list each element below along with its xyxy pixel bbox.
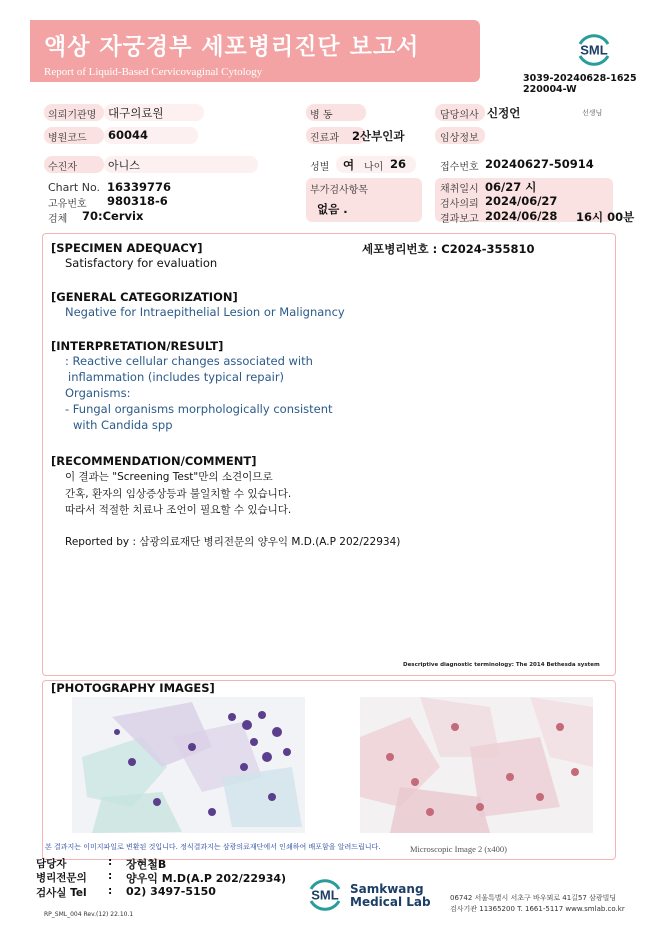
recommendation-line: 따라서 적절한 치료나 조언이 필요할 수 있습니다.	[65, 504, 292, 516]
adequacy-text: Satisfactory for evaluation	[65, 256, 218, 270]
report-subtitle: Report of Liquid-Based Cervicovaginal Cytology	[44, 66, 263, 78]
interpretation-line: Organisms:	[65, 386, 131, 400]
adequacy-heading: [SPECIMEN ADEQUACY]	[51, 241, 203, 255]
tel-value: 02) 3497-5150	[126, 885, 216, 898]
address-line: 06742 서울특별시 서초구 바우뫼로 41길57 삼광빌딩	[450, 894, 617, 902]
result-label: 결과보고	[440, 214, 479, 225]
unique-label: 고유번호	[48, 199, 87, 210]
chart-value: 16339776	[107, 180, 172, 194]
age-value: 26	[390, 157, 407, 171]
ward-label: 병 동	[310, 110, 333, 121]
dept-value: 2산부인과	[352, 129, 405, 143]
interpretation-line: - Fungal organisms morphologically consistent	[65, 402, 333, 416]
doctor-label: 담당의사	[440, 110, 479, 121]
recommendation-line: 이 결과는 "Screening Test"만의 소견이므로	[65, 471, 273, 483]
microscopic-image-1	[72, 697, 305, 833]
dept-label: 진료과	[310, 133, 339, 144]
hospital-code-label: 병원코드	[48, 133, 87, 144]
brand-name: Samkwang Medical Lab	[350, 882, 431, 909]
receipt-value: 20240627-50914	[485, 157, 594, 171]
doctor-value: 신정언	[487, 106, 521, 120]
sex-value: 여	[343, 158, 355, 172]
hospital-code-value: 60044	[108, 128, 149, 142]
pathologist-label: 병리전문의	[36, 872, 87, 884]
interpretation-heading: [INTERPRETATION/RESULT]	[51, 339, 224, 353]
sml-logo-text: SML	[580, 42, 608, 58]
extra-label: 부가검사항목	[310, 185, 368, 196]
terminology-note: Descriptive diagnostic terminology: The 2014 Bethesda system	[403, 662, 600, 668]
recommendation-line: 간혹, 환자의 임상증상등과 불일치할 수 있습니다.	[65, 488, 292, 500]
pathologist-value: 양우익 M.D(A.P 202/22934)	[126, 872, 287, 885]
patient-label: 수진자	[48, 162, 77, 173]
interpretation-line: inflammation (includes typical repair)	[68, 370, 285, 384]
general-heading: [GENERAL CATEGORIZATION]	[51, 290, 238, 304]
unique-value: 980318-6	[107, 194, 168, 208]
recommendation-heading: [RECOMMENDATION/COMMENT]	[51, 454, 257, 468]
svg-text:SML: SML	[311, 887, 339, 903]
collect-value: 06/27 시	[485, 180, 537, 194]
tel-label: 검사실 Tel	[36, 887, 87, 899]
photo-caption-2: Microscopic Image 2 (x400)	[410, 844, 508, 854]
patient-value: 아니스	[108, 159, 140, 172]
interpretation-line: : Reactive cellular changes associated with	[65, 354, 313, 368]
result-time-value: 16시 00분	[576, 210, 635, 224]
extra-value: 없음 .	[317, 202, 348, 216]
result-date-value: 2024/06/28	[485, 209, 558, 223]
general-text: Negative for Intraepithelial Lesion or Malignancy	[65, 305, 345, 319]
specimen-label: 검체	[48, 214, 68, 225]
sex-label: 성별	[310, 162, 330, 173]
request-label: 검사의뢰	[440, 199, 479, 210]
doctor-suffix: 선생님	[582, 109, 603, 117]
photo-heading: [PHOTOGRAPHY IMAGES]	[51, 681, 215, 695]
interpretation-line: with Candida spp	[73, 418, 173, 432]
report-number: 3039-20240628-1625 220004-W	[523, 73, 637, 95]
institution-value: 대구의료원	[108, 106, 164, 120]
receipt-label: 접수번호	[440, 162, 479, 173]
specimen-value: 70:Cervix	[82, 209, 144, 223]
contact-line: 검사기관 11365200 T. 1661-5117 www.smlab.co.kr	[450, 905, 625, 913]
manager-value: 장현철B	[126, 858, 167, 871]
image-notice: 본 결과지는 이미지파일로 변환된 것입니다. 정식결과지는 삼광의료재단에서 인쇄하여 배포함을 알려드립니다.	[45, 843, 381, 851]
sml-logo-icon	[574, 30, 614, 70]
cytology-number: 세포병리번호 : C2024-355810	[362, 242, 535, 256]
report-title: 액상 자궁경부 세포병리진단 보고서	[44, 34, 420, 60]
reported-by: Reported by : 삼광의료재단 병리전문의 양우익 M.D.(A.P 202/22934)	[65, 536, 401, 548]
collect-label: 채취일시	[440, 184, 479, 195]
form-number: RP_SML_004 Rev.(12) 22.10.1	[44, 911, 134, 918]
sml-footer-logo-icon	[305, 875, 345, 915]
request-value: 2024/06/27	[485, 194, 558, 208]
chart-label: Chart No.	[48, 181, 100, 194]
manager-label: 담당자	[36, 858, 67, 870]
age-label: 나이	[364, 162, 384, 173]
clinical-label: 임상정보	[440, 133, 479, 144]
microscopic-image-2	[360, 697, 593, 833]
institution-label: 의뢰기관명	[48, 110, 97, 121]
